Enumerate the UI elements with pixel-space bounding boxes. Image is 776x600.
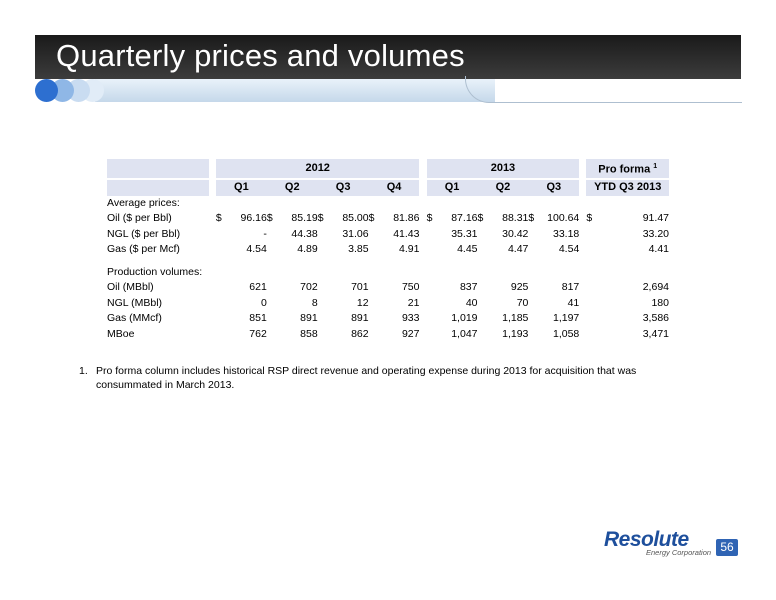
logo-subtitle: Energy Corporation: [646, 548, 712, 557]
section-label: Average prices:: [107, 196, 180, 209]
table-cell: 837: [459, 281, 478, 294]
quarter-header: Q2: [478, 179, 529, 196]
table-cell: 8: [311, 296, 318, 309]
table-cell: 100.64: [547, 212, 580, 225]
table-cell: 85.19: [291, 212, 318, 225]
table-cell: -: [263, 227, 267, 240]
table-row: [107, 296, 669, 312]
table-cell: 1,047: [451, 327, 478, 340]
decorative-subbar: [35, 79, 741, 102]
table-cell: 41: [567, 296, 580, 309]
quarter-header: Q1: [427, 179, 478, 196]
quarter-header: YTD Q3 2013: [586, 179, 669, 196]
table-cell: 750: [401, 281, 420, 294]
table-cell: 862: [351, 327, 369, 340]
table-cell: 927: [401, 327, 420, 340]
year-header-row: [107, 159, 669, 179]
quarter-header: Q3: [528, 179, 579, 196]
section-label: Production volumes:: [107, 265, 203, 278]
quarter-header: Q2: [267, 179, 318, 196]
table-cell: 21: [407, 296, 420, 309]
spacer-row: [107, 258, 669, 265]
row-label: MBoe: [107, 327, 135, 340]
footnote-number: 1.: [79, 365, 88, 377]
quarter-header: Q1: [216, 179, 267, 196]
dollar-sign: $: [477, 212, 484, 225]
table-cell: 2,694: [642, 281, 669, 294]
table-cell: 3,586: [642, 312, 669, 325]
row-label: Oil ($ per Bbl): [107, 212, 172, 225]
table-cell: 96.16: [240, 212, 267, 225]
table-row: [107, 227, 669, 243]
dollar-sign: $: [426, 212, 433, 225]
table-cell: 41.43: [393, 227, 420, 240]
table-cell: 33.20: [642, 227, 669, 240]
quarter-header: Q4: [369, 179, 420, 196]
table-cell: 4.45: [457, 243, 478, 256]
row-label: Oil (MBbl): [107, 281, 154, 294]
table-cell: 12: [356, 296, 369, 309]
table-cell: 87.16: [451, 212, 478, 225]
table-row: [107, 280, 669, 296]
footnote-ref: 1: [653, 163, 658, 170]
year-2012-header: 2012: [216, 159, 420, 179]
table-cell: 1,019: [451, 312, 478, 325]
table-cell: 762: [249, 327, 267, 340]
table-cell: 817: [561, 281, 580, 294]
footnote: [79, 364, 699, 392]
table-cell: 4.91: [399, 243, 420, 256]
table-cell: 701: [351, 281, 369, 294]
table-row: [107, 211, 669, 227]
table-cell: 933: [401, 312, 420, 325]
dollar-sign: $: [317, 212, 324, 225]
table-cell: 88.31: [502, 212, 529, 225]
table-cell: 31.06: [342, 227, 369, 240]
table-cell: 4.54: [246, 243, 267, 256]
table-cell: 44.38: [291, 227, 318, 240]
dollar-sign: $: [586, 212, 593, 225]
table-cell: 3.85: [348, 243, 369, 256]
page-title: Quarterly prices and volumes: [56, 38, 465, 73]
table-cell: 3,471: [642, 327, 669, 340]
quarter-header-row: [107, 179, 669, 196]
table-cell: 180: [651, 296, 669, 309]
table-row: [107, 327, 669, 343]
resolute-logo: [604, 528, 712, 557]
quarter-header: Q3: [318, 179, 369, 196]
pro-forma-header: Pro forma $^1$: [586, 159, 669, 179]
dollar-sign: $: [215, 212, 222, 225]
decorative-circle: [35, 79, 58, 102]
decorative-band: [95, 79, 495, 102]
table-cell: 91.47: [642, 212, 669, 225]
header-corner: [107, 179, 209, 196]
dollar-sign: $: [368, 212, 375, 225]
table-cell: 85.00: [342, 212, 369, 225]
page-number-badge: 56: [716, 539, 738, 556]
table-cell: 851: [249, 312, 267, 325]
table-cell: 702: [300, 281, 318, 294]
table-cell: 1,197: [553, 312, 580, 325]
table-cell: 1,185: [502, 312, 529, 325]
table-cell: 0: [260, 296, 267, 309]
dollar-sign: $: [266, 212, 273, 225]
table-cell: 891: [300, 312, 318, 325]
section-row: [107, 196, 669, 212]
table-cell: 40: [465, 296, 478, 309]
decorative-arc: [465, 76, 742, 103]
table-cell: 4.89: [297, 243, 318, 256]
table-cell: 1,058: [553, 327, 580, 340]
row-label: NGL ($ per Bbl): [107, 227, 181, 240]
table-row: [107, 311, 669, 327]
dollar-sign: $: [528, 212, 535, 225]
year-2013-header: 2013: [427, 159, 580, 179]
table-cell: 891: [351, 312, 369, 325]
table-cell: 1,193: [502, 327, 529, 340]
table-cell: 35.31: [451, 227, 478, 240]
table-cell: 30.42: [502, 227, 529, 240]
header-corner: [107, 159, 209, 179]
row-label: NGL (MBbl): [107, 296, 163, 309]
table-row: [107, 242, 669, 258]
table-cell: 4.54: [558, 243, 580, 256]
row-label: Gas (MMcf): [107, 312, 162, 325]
table-cell: 4.41: [648, 243, 669, 256]
table-cell: 81.86: [393, 212, 420, 225]
table-cell: 33.18: [553, 227, 580, 240]
section-row: [107, 265, 669, 281]
footnote-text: Pro forma column includes historical RSP direct revenue and operating expense during 2013 for acquisition that was consummated in March 2013.: [96, 365, 637, 391]
table-cell: 858: [300, 327, 318, 340]
table-cell: 925: [510, 281, 529, 294]
table-cell: 70: [516, 296, 529, 309]
table-cell: 4.47: [507, 243, 529, 256]
logo-wordmark: Resolute: [604, 528, 689, 551]
prices-volumes-table: [107, 159, 669, 342]
row-label: Gas ($ per Mcf): [107, 243, 180, 256]
table-cell: 621: [249, 281, 267, 294]
